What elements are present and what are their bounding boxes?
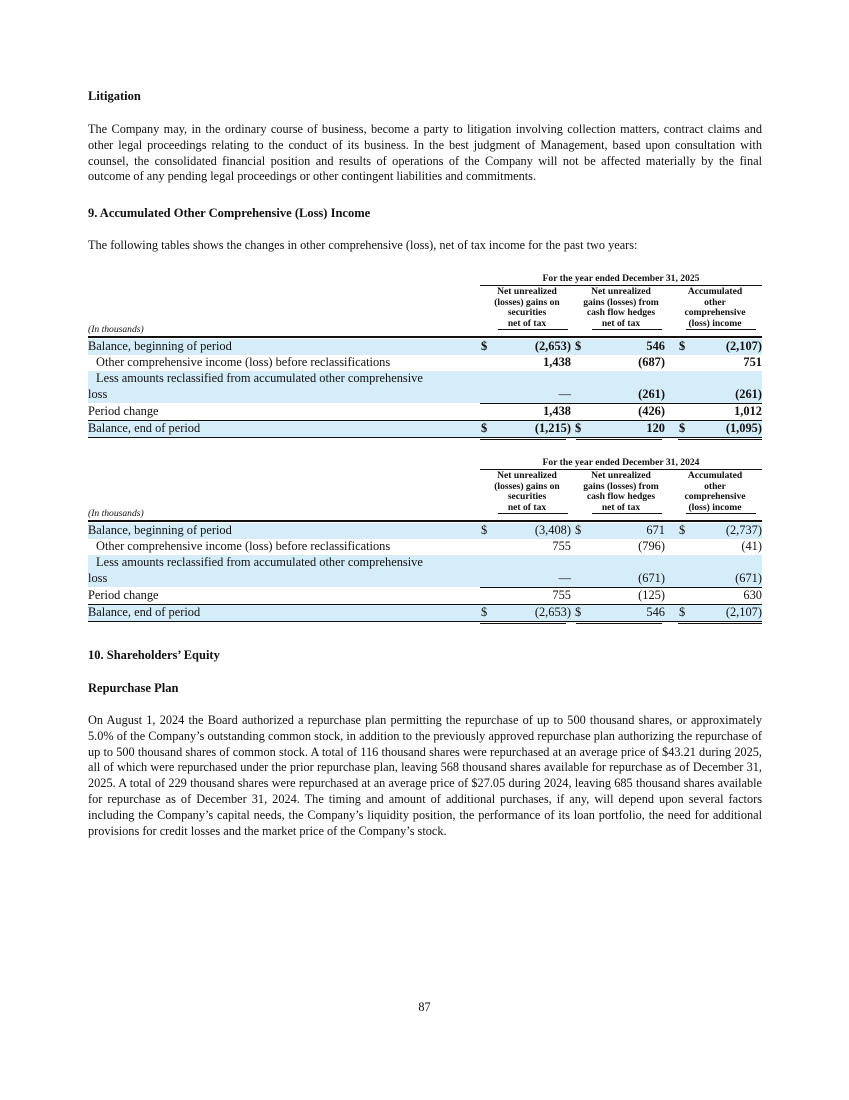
repurchase-paragraph: On August 1, 2024 the Board authorized a repurchase plan permitting the repurchase of up to 500 thousand shares, or approximately 5.0% of the Company’s outstanding common stock, in addition to the previously approved repurchase plan authorizing the repurchase of up to 500 thousand shares of common stock. A total of 116 thousand shares were repurchased at an average price of $43.21 during 2025, all of which were repurchased under the prior repurchase plan, leaving 568 thousand shares available for repurchase as of December 31, 2025. A total of 229 thousand shares were repurchased at an average price of $27.05 during 2024, leaving 685 thousand shares available for repurchase as of December 31, 2024. The timing and amount of additional purchases, if any, will depend upon several factors including the Company’s capital needs, the Company’s liquidity position, the performance of its loan portfolio, the need for additional provisions for credit losses and the market price of the Company’s stock. <box>88 713 762 838</box>
page-number: 87 <box>418 1000 431 1014</box>
row-oci: Other comprehensive income (loss) before reclassifications 1,438 (687) 751 <box>96 355 762 369</box>
row-period-change: Period change 1,438 (426) 1,012 <box>88 404 762 418</box>
col2-header: Net unrealized gains (losses) from cash flow hedges net of tax <box>583 470 659 513</box>
aoci-heading: 9. Accumulated Other Comprehensive (Loss) Income <box>88 206 371 220</box>
litigation-heading: Litigation <box>88 89 141 103</box>
table-2025-title: For the year ended December 31, 2025 <box>542 273 700 284</box>
col3-header: Accumulated other comprehensive (loss) income <box>684 470 746 513</box>
row-less-reclassified: Less amounts reclassified from accumulated other comprehensive loss — (261) (261) <box>88 371 762 401</box>
row-balance-begin: Balance, beginning of period $ (3,408) $ 671 $ (2,737) <box>88 523 762 537</box>
aoci-intro: The following tables shows the changes in other comprehensive (loss), net of tax income for the past two years: <box>88 238 638 252</box>
col1-header: Net unrealized (losses) gains on securities net of tax <box>494 470 560 513</box>
aoci-table-2025 <box>88 268 762 440</box>
table-2024-title: For the year ended December 31, 2024 <box>542 457 700 468</box>
row-oci: Other comprehensive income (loss) before reclassifications 755 (796) (41) <box>96 539 762 553</box>
row-balance-end: Balance, end of period $ (2,653) $ 546 $ (2,107) <box>88 605 762 619</box>
units-label: (In thousands) <box>88 508 144 519</box>
units-label: (In thousands) <box>88 324 144 335</box>
row-balance-end: Balance, end of period $ (1,215) $ 120 $ (1,095) <box>88 421 762 435</box>
col1-header: Net unrealized (losses) gains on securities net of tax <box>494 286 560 329</box>
row-balance-begin: Balance, beginning of period $ (2,653) $ 546 $ (2,107) <box>88 339 762 353</box>
col2-header: Net unrealized gains (losses) from cash flow hedges net of tax <box>583 286 659 329</box>
litigation-paragraph: The Company may, in the ordinary course of business, become a party to litigation involving collection matters, contract claims and other legal proceedings relating to the conduct of its business. In the best judgment of Management, based upon consultation with counsel, the consolidated financial position and results of operations of the Company will not be affected materially by the final outcome of any pending legal proceedings or other contingent liabilities and commitments. <box>88 122 762 184</box>
col3-header: Accumulated other comprehensive (loss) income <box>684 286 746 329</box>
row-less-reclassified: Less amounts reclassified from accumulated other comprehensive loss — (671) (671) <box>88 555 762 585</box>
row-period-change: Period change 755 (125) 630 <box>88 588 762 602</box>
equity-heading: 10. Shareholders’ Equity <box>88 648 220 662</box>
repurchase-subheading: Repurchase Plan <box>88 681 179 695</box>
aoci-table-2024 <box>88 452 762 624</box>
